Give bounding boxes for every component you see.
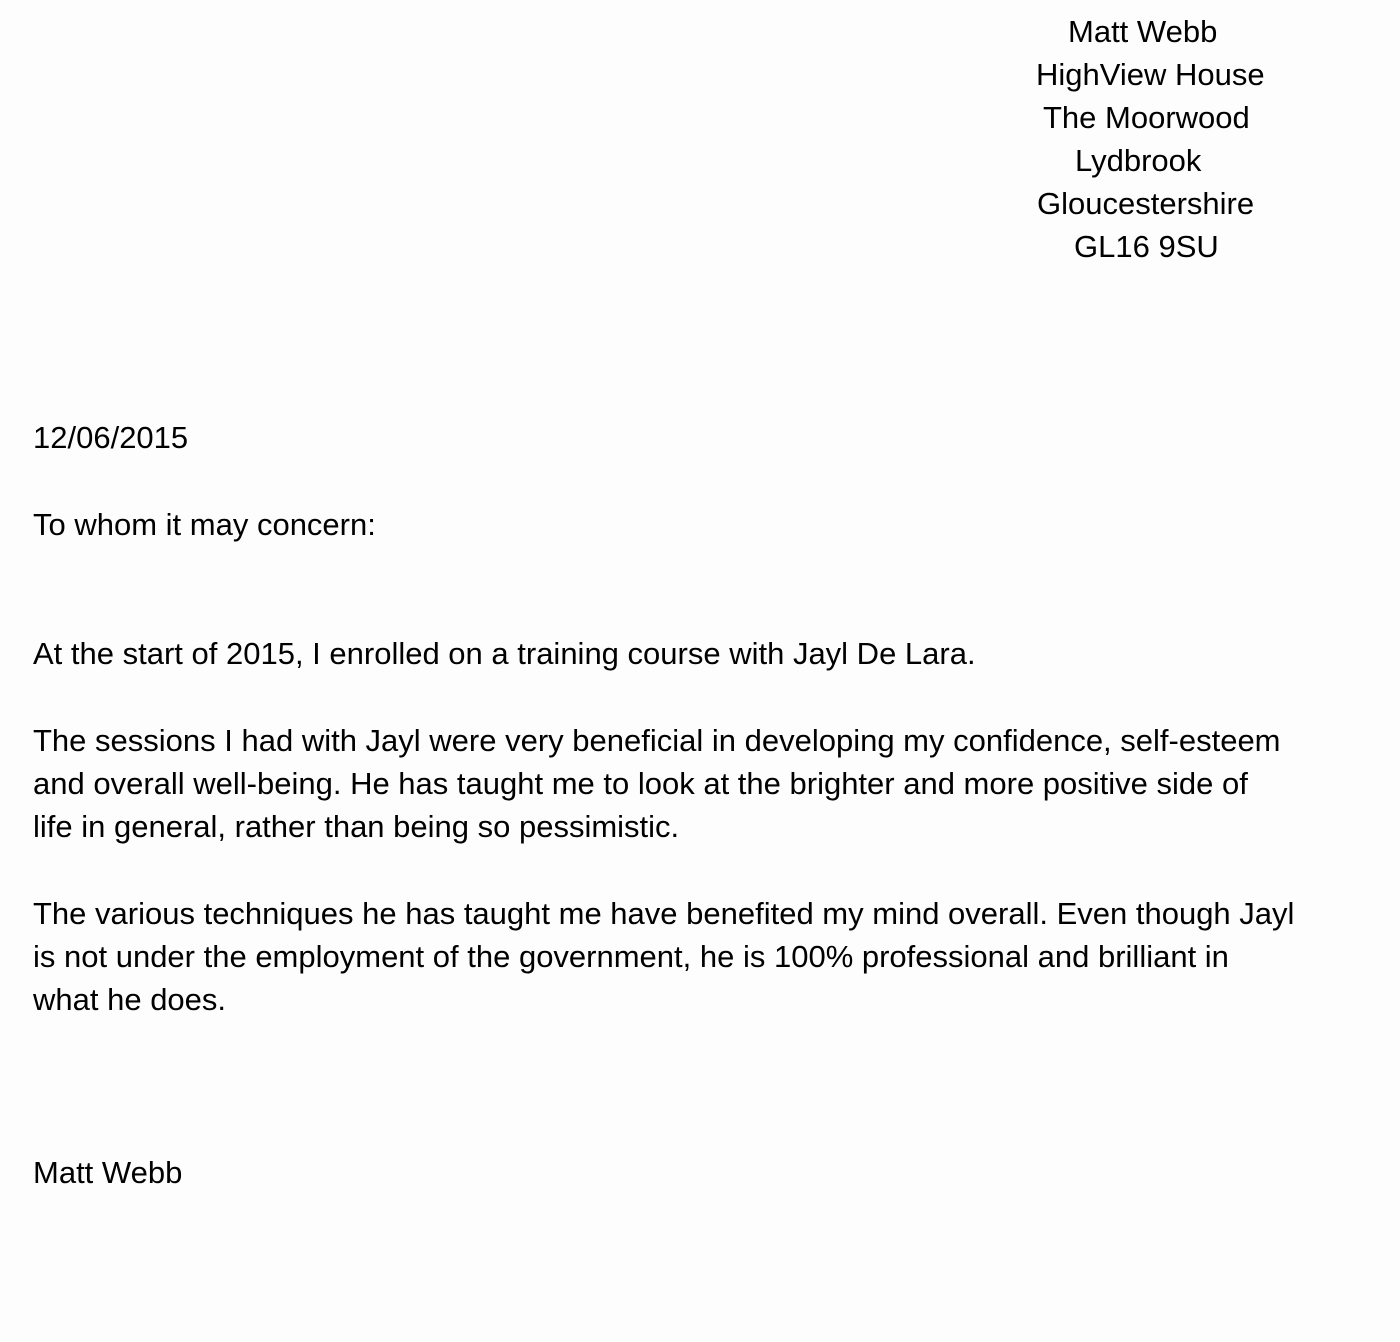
letter-date: 12/06/2015 bbox=[33, 420, 189, 455]
salutation: To whom it may concern: bbox=[33, 507, 376, 542]
sender-name: Matt Webb bbox=[1068, 14, 1218, 49]
paragraph-2 bbox=[33, 719, 1373, 848]
address-line-4: Gloucestershire bbox=[1037, 186, 1255, 221]
paragraph-1 bbox=[33, 632, 1373, 675]
paragraph-line: what he does. bbox=[33, 982, 227, 1017]
paragraph-3 bbox=[33, 892, 1373, 1021]
paragraph-line: At the start of 2015, I enrolled on a training course with Jayl De Lara. bbox=[33, 636, 976, 671]
paragraph-line: The sessions I had with Jayl were very beneficial in developing my confidence, self-esteem bbox=[33, 723, 1281, 758]
address-line-3: Lydbrook bbox=[1075, 143, 1202, 178]
paragraph-line: and overall well-being. He has taught me to look at the brighter and more positive side of bbox=[33, 766, 1248, 801]
paragraph-line: The various techniques he has taught me have benefited my mind overall. Even though Jayl bbox=[33, 896, 1295, 931]
signature: Matt Webb bbox=[33, 1155, 183, 1190]
address-line-2: The Moorwood bbox=[1043, 100, 1250, 135]
paragraph-line: is not under the employment of the government, he is 100% professional and brilliant in bbox=[33, 939, 1229, 974]
address-line-1: HighView House bbox=[1036, 57, 1265, 92]
paragraph-line: life in general, rather than being so pessimistic. bbox=[33, 809, 680, 844]
address-line-5: GL16 9SU bbox=[1074, 229, 1219, 264]
